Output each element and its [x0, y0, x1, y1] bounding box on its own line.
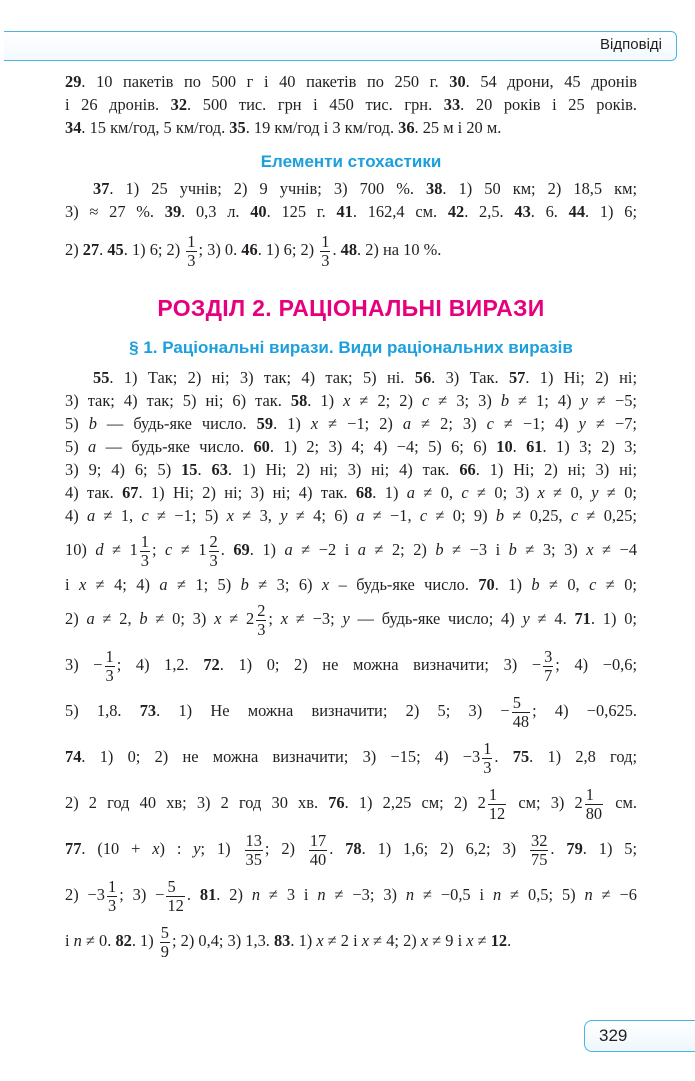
paragraph-title: § 1. Раціональні вирази. Види раціональних виразів — [129, 338, 573, 358]
fraction: $\frac{3}{7}$ — [544, 647, 553, 686]
answer-line: 10) d ≠ 1 $\frac{1}{3}$ ; c ≠ 1 $\frac{2}{3}$ . 69. 1) a ≠ −2 і a ≠ 2; 2) b ≠ −3 і b ≠ 3; 3) x ≠ −4 — [65, 532, 638, 571]
page-number-tab — [584, 1020, 695, 1052]
answer-line: 3) 9; 4) 6; 5) 15. 63. 1) Ні; 2) ні; 3) ні; 4) так. 66. 1) Ні; 2) ні; 3) ні; — [65, 460, 637, 480]
answer-line: 74. 1) 0; 2) не можна визначити; 3) −15; 4) −3 $\frac{1}{3}$ . 75. 1) 2,8 год; — [65, 739, 637, 778]
answer-line: 4) a ≠ 1, c ≠ −1; 5) x ≠ 3, y ≠ 4; 6) a ≠ −1, c ≠ 0; 9) b ≠ 0,25, c ≠ 0,25; — [65, 506, 637, 526]
fraction: $\frac{5}{9}$ — [160, 923, 169, 962]
fraction: $\frac{5}{48}$ — [512, 693, 530, 732]
section-title: Відповіді — [600, 36, 662, 53]
fraction: $\frac{17}{40}$ — [309, 831, 327, 870]
fraction: $\frac{1}{3}$ — [187, 232, 196, 270]
page-content — [65, 70, 637, 964]
answer-line: 55. 1) Так; 2) ні; 3) так; 4) так; 5) ні. 56. 3) Так. 57. 1) Ні; 2) ні; — [93, 368, 638, 388]
fraction: $\frac{13}{35}$ — [245, 831, 262, 870]
fraction: $\frac{2}{3}$ — [209, 532, 218, 571]
answer-line: і 26 дронів. 32. 500 тис. грн і 450 тис. грн. 33. 20 років і 25 років. — [65, 95, 638, 114]
fraction: $\frac{1}{3}$ — [140, 532, 149, 571]
answer-line: 3) − $\frac{1}{3}$ ; 4) 1,2. 72. 1) 0; 2) не можна визначити; 3) − $\frac{3}{7}$ ; 4) −0,6; — [65, 647, 638, 686]
answer-line: 2) 2 год 40 хв; 3) 2 год 30 хв. 76. 1) 2,25 см; 2) 2 $\frac{1}{12}$ см; 3) 2 $\frac{1}{80}$ см. — [65, 785, 638, 824]
answer-line: і n ≠ 0. 82. 1) $\frac{5}{9}$ ; 2) 0,4; 3) 1,3. 83. 1) x ≠ 2 і x ≠ 4; 2) x ≠ 9 і x ≠ 12. — [65, 923, 512, 962]
answer-line: 3) ≈ 27 %. 39. 0,3 л. 40. 125 г. 41. 162,4 см. 42. 2,5. 43. 6. 44. 1) 6; — [65, 202, 638, 221]
chapter-title: РОЗДІЛ 2. РАЦІОНАЛЬНІ ВИРАЗИ — [157, 295, 545, 322]
fraction: $\frac{1}{3}$ — [108, 877, 117, 916]
stochastics-heading: Елементи стохастики — [260, 152, 442, 171]
answer-line: 77. (10 + x) : y; 1) $\frac{13}{35}$ ; 2) $\frac{17}{40}$ . 78. 1) 1,6; 2) 6,2; 3) $\frac{32}{75}$ . 79. 1) 5; — [65, 831, 638, 870]
answer-line: 5) 1,8. 73. 1) Не можна визначити; 2) 5; 3) − $\frac{5}{48}$ ; 4) −0,625. — [65, 693, 638, 732]
fraction: $\frac{1}{3}$ — [483, 739, 492, 778]
answer-line: 4) так. 67. 1) Ні; 2) ні; 3) ні; 4) так. 68. 1) a ≠ 0, c ≠ 0; 3) x ≠ 0, y ≠ 0; — [65, 483, 637, 503]
answer-line: 37. 1) 25 учнів; 2) 9 учнів; 3) 700 %. 38. 1) 50 км; 2) 18,5 км; — [93, 179, 638, 198]
answer-line: 2) 27. 45. 1) 6; 2) $\frac{1}{3}$ ; 3) 0. 46. 1) 6; 2) $\frac{1}{3}$ . 48. 2) на 10 %. — [65, 232, 442, 270]
answer-line: 3) так; 4) так; 5) ні; 6) так. 58. 1) x ≠ 2; 2) c ≠ 3; 3) b ≠ 1; 4) y ≠ −5; — [65, 391, 637, 411]
fraction: $\frac{1}{80}$ — [585, 785, 603, 824]
answer-line: 2) a ≠ 2, b ≠ 0; 3) x ≠ 2 $\frac{2}{3}$ ; x ≠ −3; y — будь-яке число; 4) y ≠ 4. 71. 1) 0; — [65, 601, 637, 640]
answer-line: 29. 10 пакетів по 500 г і 40 пакетів по 250 г. 30. 54 дрони, 45 дронів — [65, 72, 638, 91]
header-bar — [4, 31, 677, 61]
answer-line: і x ≠ 4; 4) a ≠ 1; 5) b ≠ 3; 6) x – будь-яке число. 70. 1) b ≠ 0, c ≠ 0; — [65, 575, 637, 595]
page-number: 329 — [599, 1026, 628, 1045]
fraction: $\frac{2}{3}$ — [257, 601, 266, 640]
fraction: $\frac{5}{12}$ — [167, 877, 184, 916]
fraction: $\frac{1}{3}$ — [105, 647, 114, 686]
answer-line: 5) a — будь-яке число. 60. 1) 2; 3) 4; 4) −4; 5) 6; 6) 10. 61. 1) 3; 2) 3; — [65, 437, 637, 457]
answer-line: 5) b — будь-яке число. 59. 1) x ≠ −1; 2) a ≠ 2; 3) c ≠ −1; 4) y ≠ −7; — [65, 414, 637, 434]
answer-line: 34. 15 км/год, 5 км/год. 35. 19 км/год і 3 км/год. 36. 25 м і 20 м. — [65, 118, 502, 137]
answer-line: 2) −3 $\frac{1}{3}$ ; 3) − $\frac{5}{12}$ . 81. 2) n ≠ 3 і n ≠ −3; 3) n ≠ −0,5 і n ≠ 0,5; 5) n ≠ −6 — [65, 877, 637, 916]
fraction: $\frac{32}{75}$ — [531, 831, 548, 870]
fraction: $\frac{1}{12}$ — [488, 785, 506, 824]
fraction: $\frac{1}{3}$ — [321, 232, 330, 270]
